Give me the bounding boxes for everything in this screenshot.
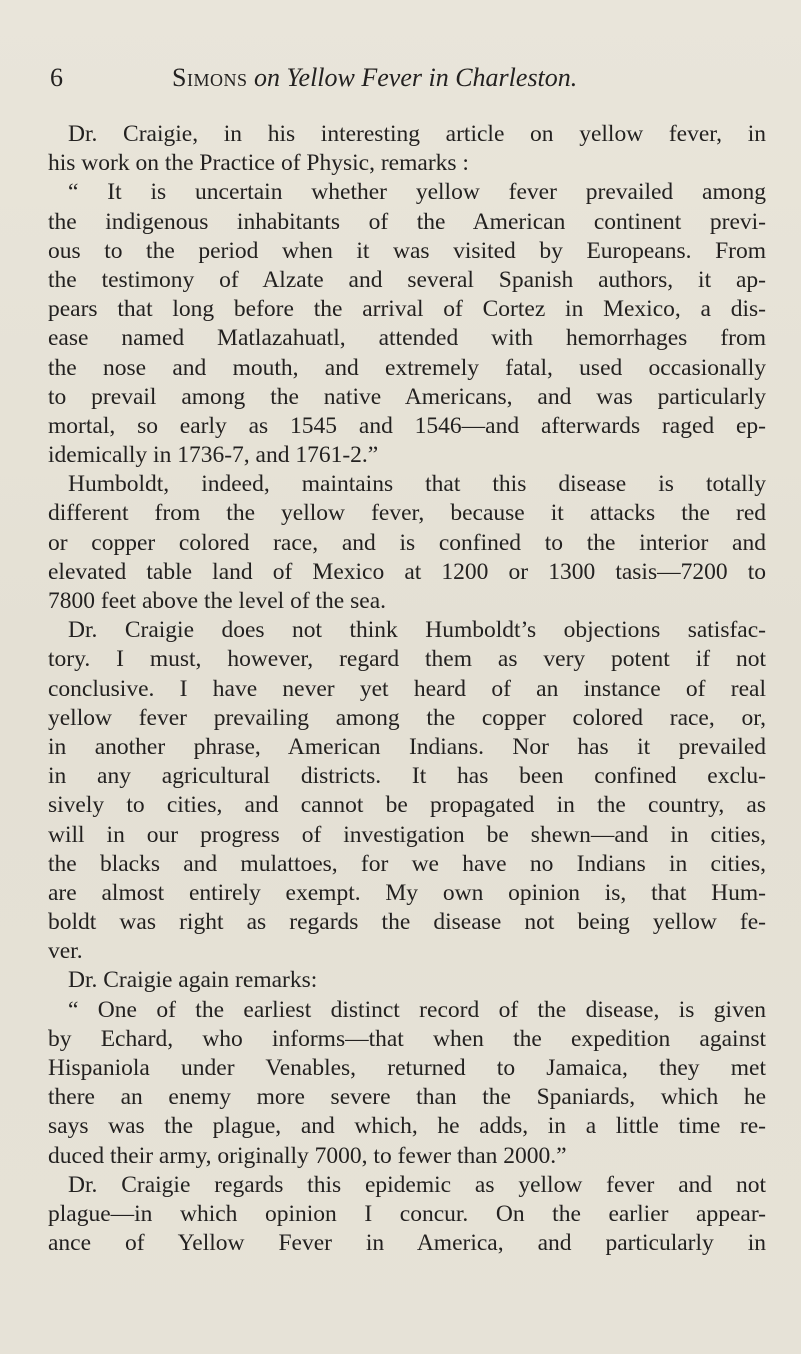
text-line: his work on the Practice of Physic, remarks : xyxy=(48,150,469,177)
text-line: boldt was right as regards the disease not being yellow fe- xyxy=(48,909,766,936)
body-text xyxy=(48,120,766,1258)
text-line: pears that long before the arrival of Cortez in Mexico, a dis- xyxy=(48,296,766,323)
text-line: will in our progress of investigation be shewn—and in cities, xyxy=(48,821,766,848)
text-line: ver. xyxy=(48,938,83,965)
text-line: the nose and mouth, and extremely fatal, used occasionally xyxy=(48,354,766,381)
text-line: there an enemy more severe than the Spaniards, which he xyxy=(48,1084,766,1111)
text-line: Hispaniola under Venables, returned to Jamaica, they met xyxy=(48,1055,766,1081)
text-line: or copper colored race, and is confined to the interior and xyxy=(48,529,766,556)
text-line: by Echard, who informs—that when the expedition against xyxy=(48,1025,766,1052)
text-line: sively to cities, and cannot be propagated in the country, as xyxy=(48,792,766,819)
text-line: in another phrase, American Indians. Nor has it prevailed xyxy=(48,733,766,760)
text-line: are almost entirely exempt. My own opinion is, that Hum- xyxy=(48,879,766,906)
text-line: Dr. Craigie again remarks: xyxy=(68,967,318,994)
text-line: “ It is uncertain whether yellow fever prevailed among xyxy=(68,179,766,206)
text-line: mortal, so early as 1545 and 1546—and afterwards raged ep- xyxy=(48,412,766,439)
text-line: duced their army, originally 7000, to fewer than 2000.” xyxy=(48,1142,567,1169)
page-header xyxy=(40,58,760,98)
text-line: the blacks and mulattoes, for we have no Indians in cities, xyxy=(48,850,766,877)
text-line: the testimony of Alzate and several Spanish authors, it ap- xyxy=(48,266,766,293)
text-line: to prevail among the native Americans, and was particularly xyxy=(48,383,766,410)
text-line: ease named Matlazahuatl, attended with hemorrhages from xyxy=(48,325,766,352)
running-head-connector: on xyxy=(253,63,280,92)
running-head xyxy=(172,58,577,98)
page-number: 6 xyxy=(50,63,63,92)
text-line: idemically in 1736-7, and 1761-2.” xyxy=(48,442,379,469)
text-line: the indigenous inhabitants of the American continent previ- xyxy=(48,208,766,235)
text-line: ance of Yellow Fever in America, and particularly in xyxy=(48,1230,766,1257)
text-line: 7800 feet above the level of the sea. xyxy=(48,588,386,614)
text-line: tory. I must, however, regard them as very potent if not xyxy=(48,646,766,673)
text-line: different from the yellow fever, because it attacks the red xyxy=(48,500,766,527)
text-line: in any agricultural districts. It has been confined exclu- xyxy=(48,763,766,790)
text-line: plague—in which opinion I concur. On the earlier appear- xyxy=(48,1200,766,1227)
text-line: “ One of the earliest distinct record of the disease, is given xyxy=(68,996,766,1023)
text-line: conclusive. I have never yet heard of an instance of real xyxy=(48,675,766,702)
text-line: Dr. Craigie does not think Humboldt’s objections satisfac- xyxy=(68,617,766,644)
text-line: says was the plague, and which, he adds, in a little time re- xyxy=(48,1113,766,1140)
text-line: Dr. Craigie, in his interesting article on yellow fever, in xyxy=(68,121,766,147)
running-head-title: Yellow Fever in Charleston. xyxy=(286,63,578,92)
text-line: Dr. Craigie regards this epidemic as yellow fever and not xyxy=(68,1171,766,1198)
text-line: elevated table land of Mexico at 1200 or 1300 tasis—7200 to xyxy=(48,558,766,585)
text-line: Humboldt, indeed, maintains that this disease is totally xyxy=(68,471,766,498)
running-head-author: Simons xyxy=(172,63,248,92)
text-line: yellow fever prevailing among the copper colored race, or, xyxy=(48,704,766,731)
text-line: ous to the period when it was visited by Europeans. From xyxy=(48,237,766,264)
